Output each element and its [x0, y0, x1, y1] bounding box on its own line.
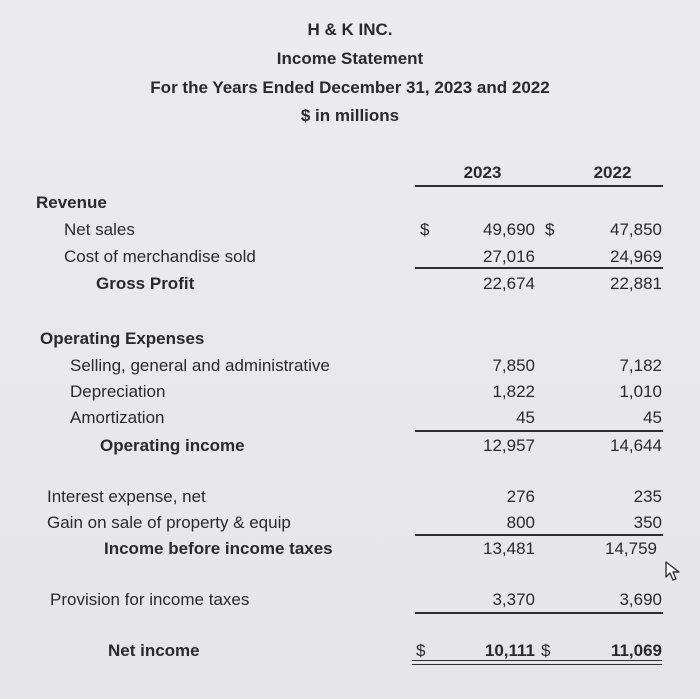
gain-on-sale-2023: 800 — [506, 513, 535, 532]
amortization-2022: 45 — [643, 408, 662, 427]
sga-2022: 7,182 — [619, 356, 662, 375]
sga-2023: 7,850 — [492, 356, 535, 375]
cogs-2023: 27,016 — [483, 247, 535, 266]
depreciation-2022: 1,010 — [619, 382, 662, 401]
cogs-label: Cost of merchandise sold — [64, 247, 256, 266]
net-income-currency-2023: $ — [416, 641, 426, 660]
gross-profit-label: Gross Profit — [96, 274, 195, 293]
net-income-2022: 11,069 — [610, 641, 662, 660]
pretax-income-2022: 14,759 — [605, 539, 657, 558]
pretax-income-2023: 13,481 — [483, 539, 535, 558]
net-income-label: Net income — [108, 641, 200, 660]
sga-label: Selling, general and administrative — [70, 356, 330, 375]
depreciation-2023: 1,822 — [492, 382, 535, 401]
gain-on-sale-label: Gain on sale of property & equip — [47, 513, 291, 532]
interest-expense-2022: 235 — [633, 487, 662, 506]
pretax-income-label: Income before income taxes — [104, 539, 333, 558]
currency-symbol-2022: $ — [545, 220, 555, 239]
operating-income-2022: 14,644 — [610, 436, 662, 455]
gain-on-sale-2022: 350 — [633, 513, 662, 532]
company-name: H & K INC. — [307, 20, 393, 39]
operating-expenses-heading: Operating Expenses — [40, 329, 205, 348]
statement-units: $ in millions — [300, 106, 400, 125]
revenue-heading: Revenue — [36, 193, 107, 212]
net-sales-2022: 47,850 — [610, 220, 662, 239]
mouse-pointer-icon — [664, 560, 684, 587]
cogs-2022: 24,969 — [610, 247, 662, 266]
depreciation-label: Depreciation — [70, 382, 166, 401]
amortization-2023: 45 — [516, 408, 535, 427]
tax-provision-label: Provision for income taxes — [50, 590, 250, 609]
interest-expense-label: Interest expense, net — [47, 487, 206, 506]
amortization-label: Amortization — [70, 408, 165, 427]
operating-income-2023: 12,957 — [483, 436, 535, 455]
gain-underline — [415, 534, 663, 536]
statement-title: Income Statement — [276, 49, 424, 68]
cogs-underline — [415, 267, 663, 269]
gross-profit-2022: 22,881 — [610, 274, 662, 293]
tax-provision-2023: 3,370 — [492, 590, 535, 609]
statement-period: For the Years Ended December 31, 2023 and 2022 — [150, 78, 550, 97]
net-sales-2023: 49,690 — [483, 220, 535, 239]
tax-provision-2022: 3,690 — [619, 590, 662, 609]
currency-symbol-2023: $ — [420, 220, 430, 239]
header-underline — [415, 185, 663, 187]
interest-expense-2023: 276 — [506, 487, 535, 506]
amortization-underline — [415, 430, 663, 432]
column-header-2022: 2022 — [593, 163, 632, 182]
operating-income-label: Operating income — [100, 436, 245, 455]
net-income-double-underline — [412, 660, 662, 665]
net-sales-label: Net sales — [64, 220, 135, 239]
column-header-2023: 2023 — [463, 163, 502, 182]
net-income-currency-2022: $ — [541, 641, 551, 660]
net-income-2023: 10,111 — [484, 641, 535, 660]
tax-underline — [415, 612, 663, 614]
gross-profit-2023: 22,674 — [483, 274, 535, 293]
